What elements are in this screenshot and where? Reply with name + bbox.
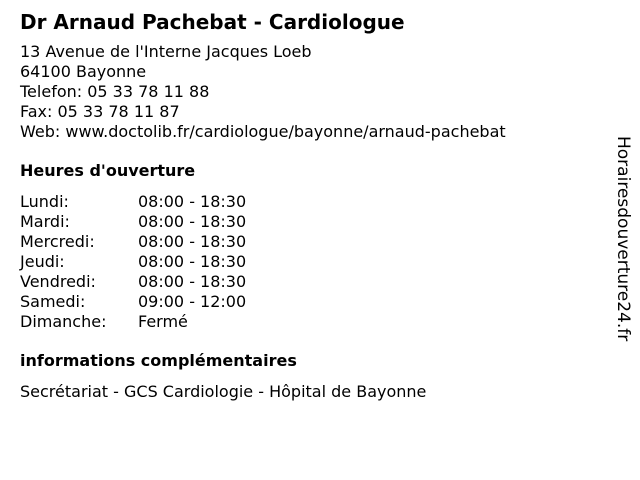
hours-row-sunday bbox=[20, 312, 600, 332]
additional-info-heading: informations complémentaires bbox=[20, 351, 297, 370]
day-label: Vendredi: bbox=[20, 272, 96, 291]
hours-row-saturday bbox=[20, 292, 600, 312]
website-link[interactable]: Web: www.doctolib.fr/cardiologue/bayonne/arnaud-pachebat bbox=[20, 122, 506, 141]
site-watermark bbox=[611, 136, 635, 372]
time-value: 08:00 - 18:30 bbox=[138, 192, 247, 211]
address-street: 13 Avenue de l'Interne Jacques Loeb bbox=[20, 42, 312, 61]
address-city: 64100 Bayonne bbox=[20, 62, 147, 81]
time-value: 08:00 - 18:30 bbox=[138, 232, 247, 251]
time-value: 08:00 - 18:30 bbox=[138, 252, 247, 271]
contact-block bbox=[20, 42, 600, 142]
hours-row-monday bbox=[20, 192, 600, 212]
time-value: 09:00 - 12:00 bbox=[138, 292, 247, 311]
day-label: Jeudi: bbox=[20, 252, 65, 271]
hours-row-wednesday bbox=[20, 232, 600, 252]
business-card bbox=[20, 10, 600, 402]
time-value: 08:00 - 18:30 bbox=[138, 272, 247, 291]
phone-number: Telefon: 05 33 78 11 88 bbox=[20, 82, 210, 101]
page-title: Dr Arnaud Pachebat - Cardiologue bbox=[20, 10, 405, 34]
day-label: Mercredi: bbox=[20, 232, 95, 251]
day-label: Samedi: bbox=[20, 292, 86, 311]
opening-hours-table bbox=[20, 192, 600, 332]
additional-info-text: Secrétariat - GCS Cardiologie - Hôpital de Bayonne bbox=[20, 382, 427, 401]
opening-hours-heading: Heures d'ouverture bbox=[20, 161, 196, 180]
hours-row-tuesday bbox=[20, 212, 600, 232]
hours-row-thursday bbox=[20, 252, 600, 272]
day-label: Mardi: bbox=[20, 212, 70, 231]
fax-number: Fax: 05 33 78 11 87 bbox=[20, 102, 180, 121]
day-label: Dimanche: bbox=[20, 312, 107, 331]
time-value: Fermé bbox=[138, 312, 188, 331]
day-label: Lundi: bbox=[20, 192, 69, 211]
hours-row-friday bbox=[20, 272, 600, 292]
site-watermark-text: Horairesdouverture24.fr bbox=[613, 136, 633, 342]
time-value: 08:00 - 18:30 bbox=[138, 212, 247, 231]
